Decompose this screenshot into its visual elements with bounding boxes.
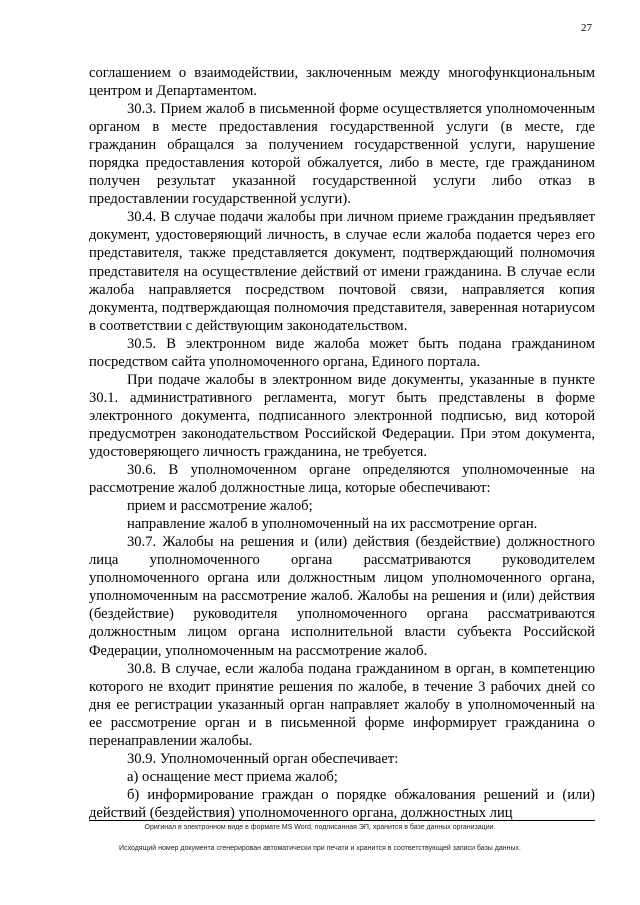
paragraph: 30.3. Прием жалоб в письменной форме осуществляется уполномоченным органом в месте предоставления государственной услуги (в месте, где гражданин обращался за получением государственной услуги, нарушение порядка предоставления которой обжалуется, либо в месте, где гражданином получен результат указанной государственной услуги либо отказ в предоставлении государственной услуги). (89, 101, 595, 208)
page-number: 27 (581, 22, 592, 34)
paragraph: 30.6. В уполномоченном органе определяются уполномоченные на рассмотрение жалоб должностные лица, которые обеспечивают: (89, 462, 595, 497)
paragraph: 30.9. Уполномоченный орган обеспечивает: (127, 750, 399, 767)
paragraph: 30.5. В электронном виде жалоба может быть подана гражданином посредством сайта уполномоченного органа, Единого портала. (89, 335, 595, 370)
paragraph: а) оснащение мест приема жалоб; (127, 768, 338, 785)
paragraph: 30.4. В случае подачи жалобы при личном приеме гражданин предъявляет документ, удостоверяющий личность, в случае если жалоба подается через его представителя, также представляется документ, подтверждающий полномочия представителя на осуществление действий от имени гражданина. В случае если жалоба направляется посредством почтовой связи, направляется копия документа, подтверждающая полномочия представителя, заверенная нотариусом в соответствии с действующим законодательством. (89, 209, 595, 334)
paragraph: 30.7. Жалобы на решения и (или) действия (бездействие) должностного лица уполномоченного органа рассматриваются руководителем уполномоченного органа или должностным лицом уполномоченного органа, уполномоченным на рассмотрение жалоб. Жалобы на решения и (или) действия (бездействие) руководителя уполномоченного органа рассматриваются должностным лицом органа исполнительной власти субъекта Российской Федерации, уполномоченным на рассмотрение жалоб. (89, 534, 595, 659)
paragraph: 30.8. В случае, если жалоба подана гражданином в орган, в компетенцию которого не входит принятие решения по жалобе, в течение 3 рабочих дней со дня ее регистрации указанный орган направляет жалобу в уполномоченный на ее рассмотрение орган и в письменной форме информирует гражданина о перенаправлении жалобы. (89, 660, 595, 749)
paragraph: прием и рассмотрение жалоб; (127, 498, 313, 515)
footer-divider (89, 820, 595, 821)
paragraph: б) информирование граждан о порядке обжалования решений и (или) действий (бездействия) уполномоченного органа, должностных лиц (89, 786, 595, 821)
paragraph: соглашением о взаимодействии, заключенным между многофункциональным центром и Департаментом. (89, 65, 595, 100)
footer-note-number: Исходящий номер документа сгенерирован автоматически при печати и хранится в соответствующей записи базы данных. (119, 845, 521, 852)
document-body (89, 64, 595, 822)
paragraph: При подаче жалобы в электронном виде документы, указанные в пункте 30.1. административного регламента, могут быть представлены в форме электронного документа, подписанного электронной подписью, вид которой предусмотрен законодательством Российской Федерации. При этом документа, удостоверяющего личность гражданина, не требуется. (89, 371, 595, 460)
footer-note-original: Оригинал в электронном виде в формате MS Word, подписанная ЭП, хранится в базе данных организации. (144, 824, 496, 831)
paragraph: направление жалоб в уполномоченный на их рассмотрение орган. (127, 516, 538, 533)
